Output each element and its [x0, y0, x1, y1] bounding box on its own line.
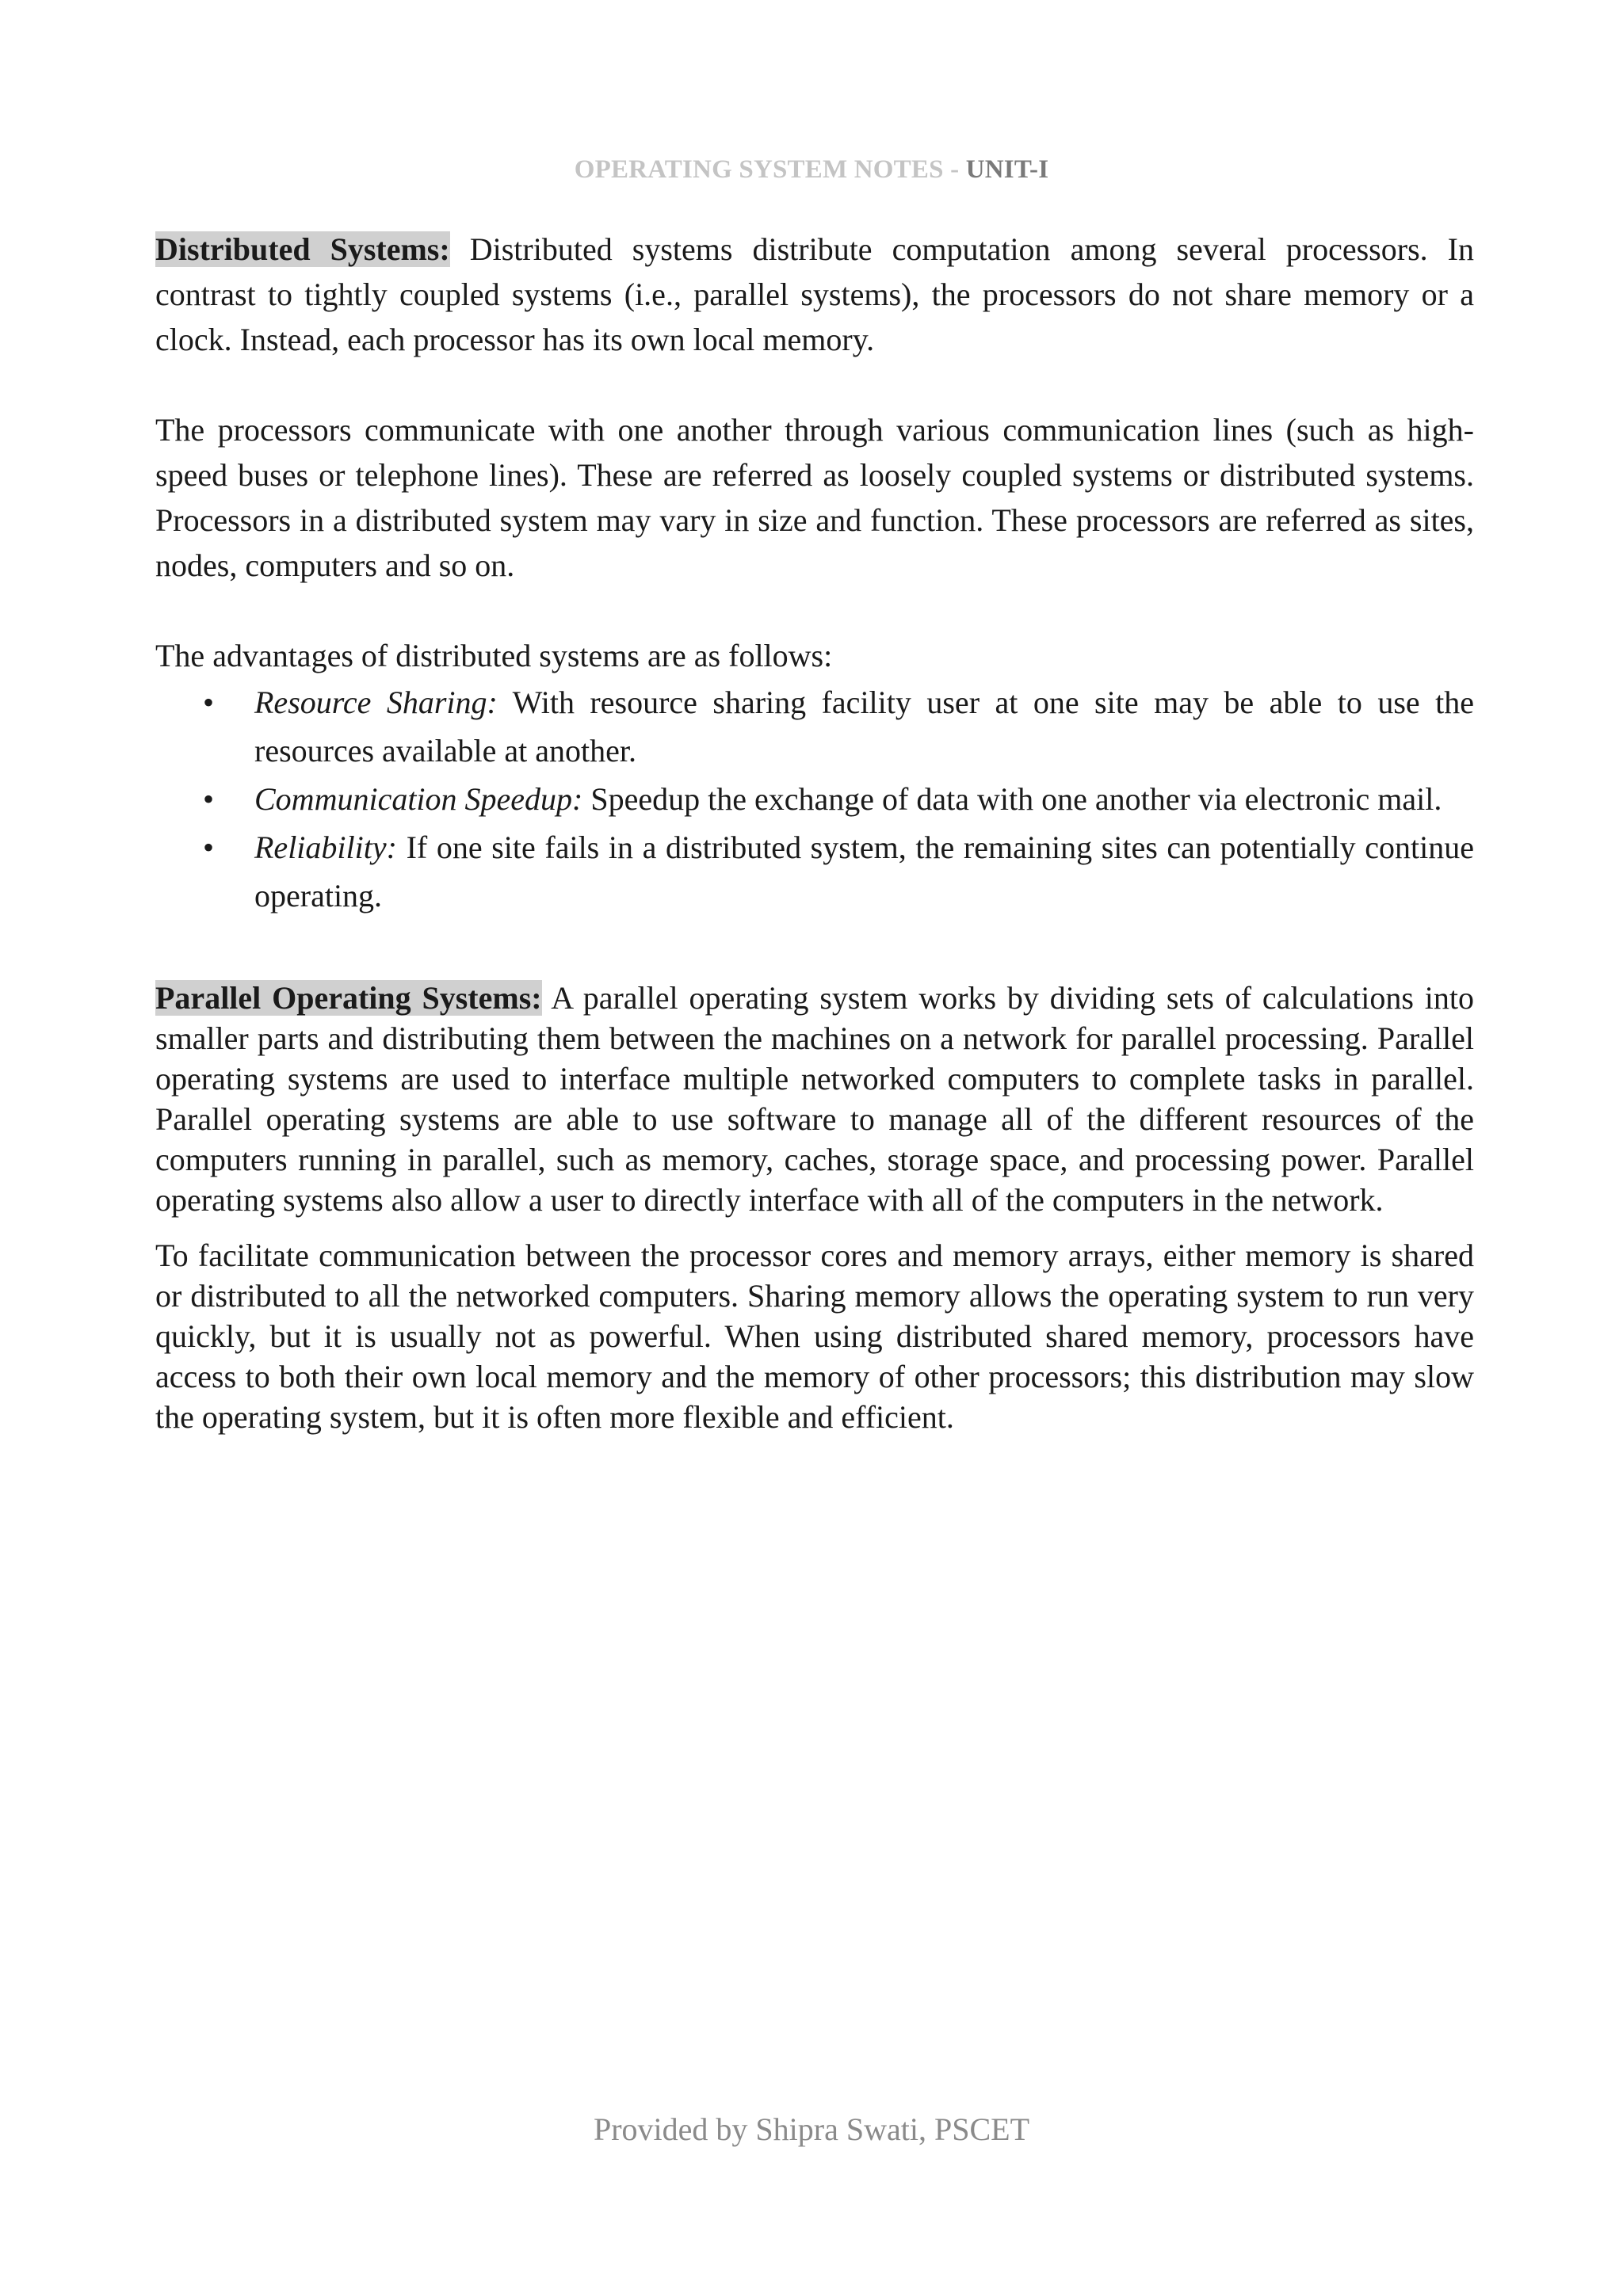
page-header	[0, 155, 1623, 185]
distributed-intro-text: Distributed systems distribute computation among several processors. In contrast to tightly coupled systems (i.e., parallel systems), the processors do not share memory or a clock. Instead, each processor has its own local memory.	[155, 231, 1474, 357]
header-unit: UNIT-I	[965, 155, 1049, 184]
parallel-intro-paragraph	[155, 978, 1474, 1220]
distributed-systems-heading: Distributed Systems:	[155, 231, 450, 267]
distributed-intro-paragraph	[155, 227, 1474, 362]
advantage-text: With resource sharing facility user at one site may be able to use the resources available at another.	[254, 685, 1475, 769]
bullet-icon: •	[203, 781, 215, 817]
advantage-text: If one site fails in a distributed system, the remaining sites can potentially continue operating.	[254, 830, 1474, 913]
bullet-icon: •	[203, 830, 215, 865]
page-content	[155, 227, 1474, 1437]
advantage-term: Resource Sharing:	[254, 685, 498, 720]
page-footer: Provided by Shipra Swati, PSCET	[593, 2111, 1030, 2147]
list-item	[155, 823, 1474, 920]
list-item	[155, 678, 1474, 775]
advantage-term: Communication Speedup:	[254, 781, 583, 817]
header-title: OPERATING SYSTEM NOTES -	[574, 155, 966, 184]
advantages-list	[155, 678, 1474, 920]
paragraph-gap	[155, 362, 1474, 407]
paragraph-gap	[155, 588, 1474, 633]
list-item	[155, 775, 1474, 823]
advantage-text: Speedup the exchange of data with one another via electronic mail.	[582, 781, 1442, 817]
advantage-term: Reliability:	[254, 830, 397, 865]
parallel-memory-paragraph: To facilitate communication between the processor cores and memory arrays, either memory is shared or distributed to all the networked computers. Sharing memory allows the operating system to run very quickly, but it is usually not as powerful. When using distributed shared memory, processors have access to both their own local memory and the memory of other processors; this distribution may slow the operating system, but it is often more flexible and efficient.	[155, 1238, 1474, 1435]
parallel-os-section	[155, 978, 1474, 1437]
parallel-intro-text: A parallel operating system works by dividing sets of calculations into smaller parts and distributing them between the machines on a network for parallel processing. Parallel operating systems are used to interface multiple networked computers to complete tasks in parallel. Parallel operating systems are able to use software to manage all of the different resources of the computers running in parallel, such as memory, caches, storage space, and processing power. Parallel operating systems also allow a user to directly interface with all of the computers in the network.	[155, 980, 1475, 1218]
bullet-icon: •	[203, 685, 215, 720]
distributed-communication-paragraph: The processors communicate with one another through various communication lines (such as high-speed buses or telephone lines). These are referred as loosely coupled systems or distributed systems. Processors in a distributed system may vary in size and function. These processors are referred as sites, nodes, computers and so on.	[155, 412, 1474, 583]
distributed-systems-section	[155, 227, 1474, 920]
parallel-os-heading: Parallel Operating Systems:	[155, 980, 542, 1016]
advantages-intro: The advantages of distributed systems are as follows:	[155, 638, 833, 673]
